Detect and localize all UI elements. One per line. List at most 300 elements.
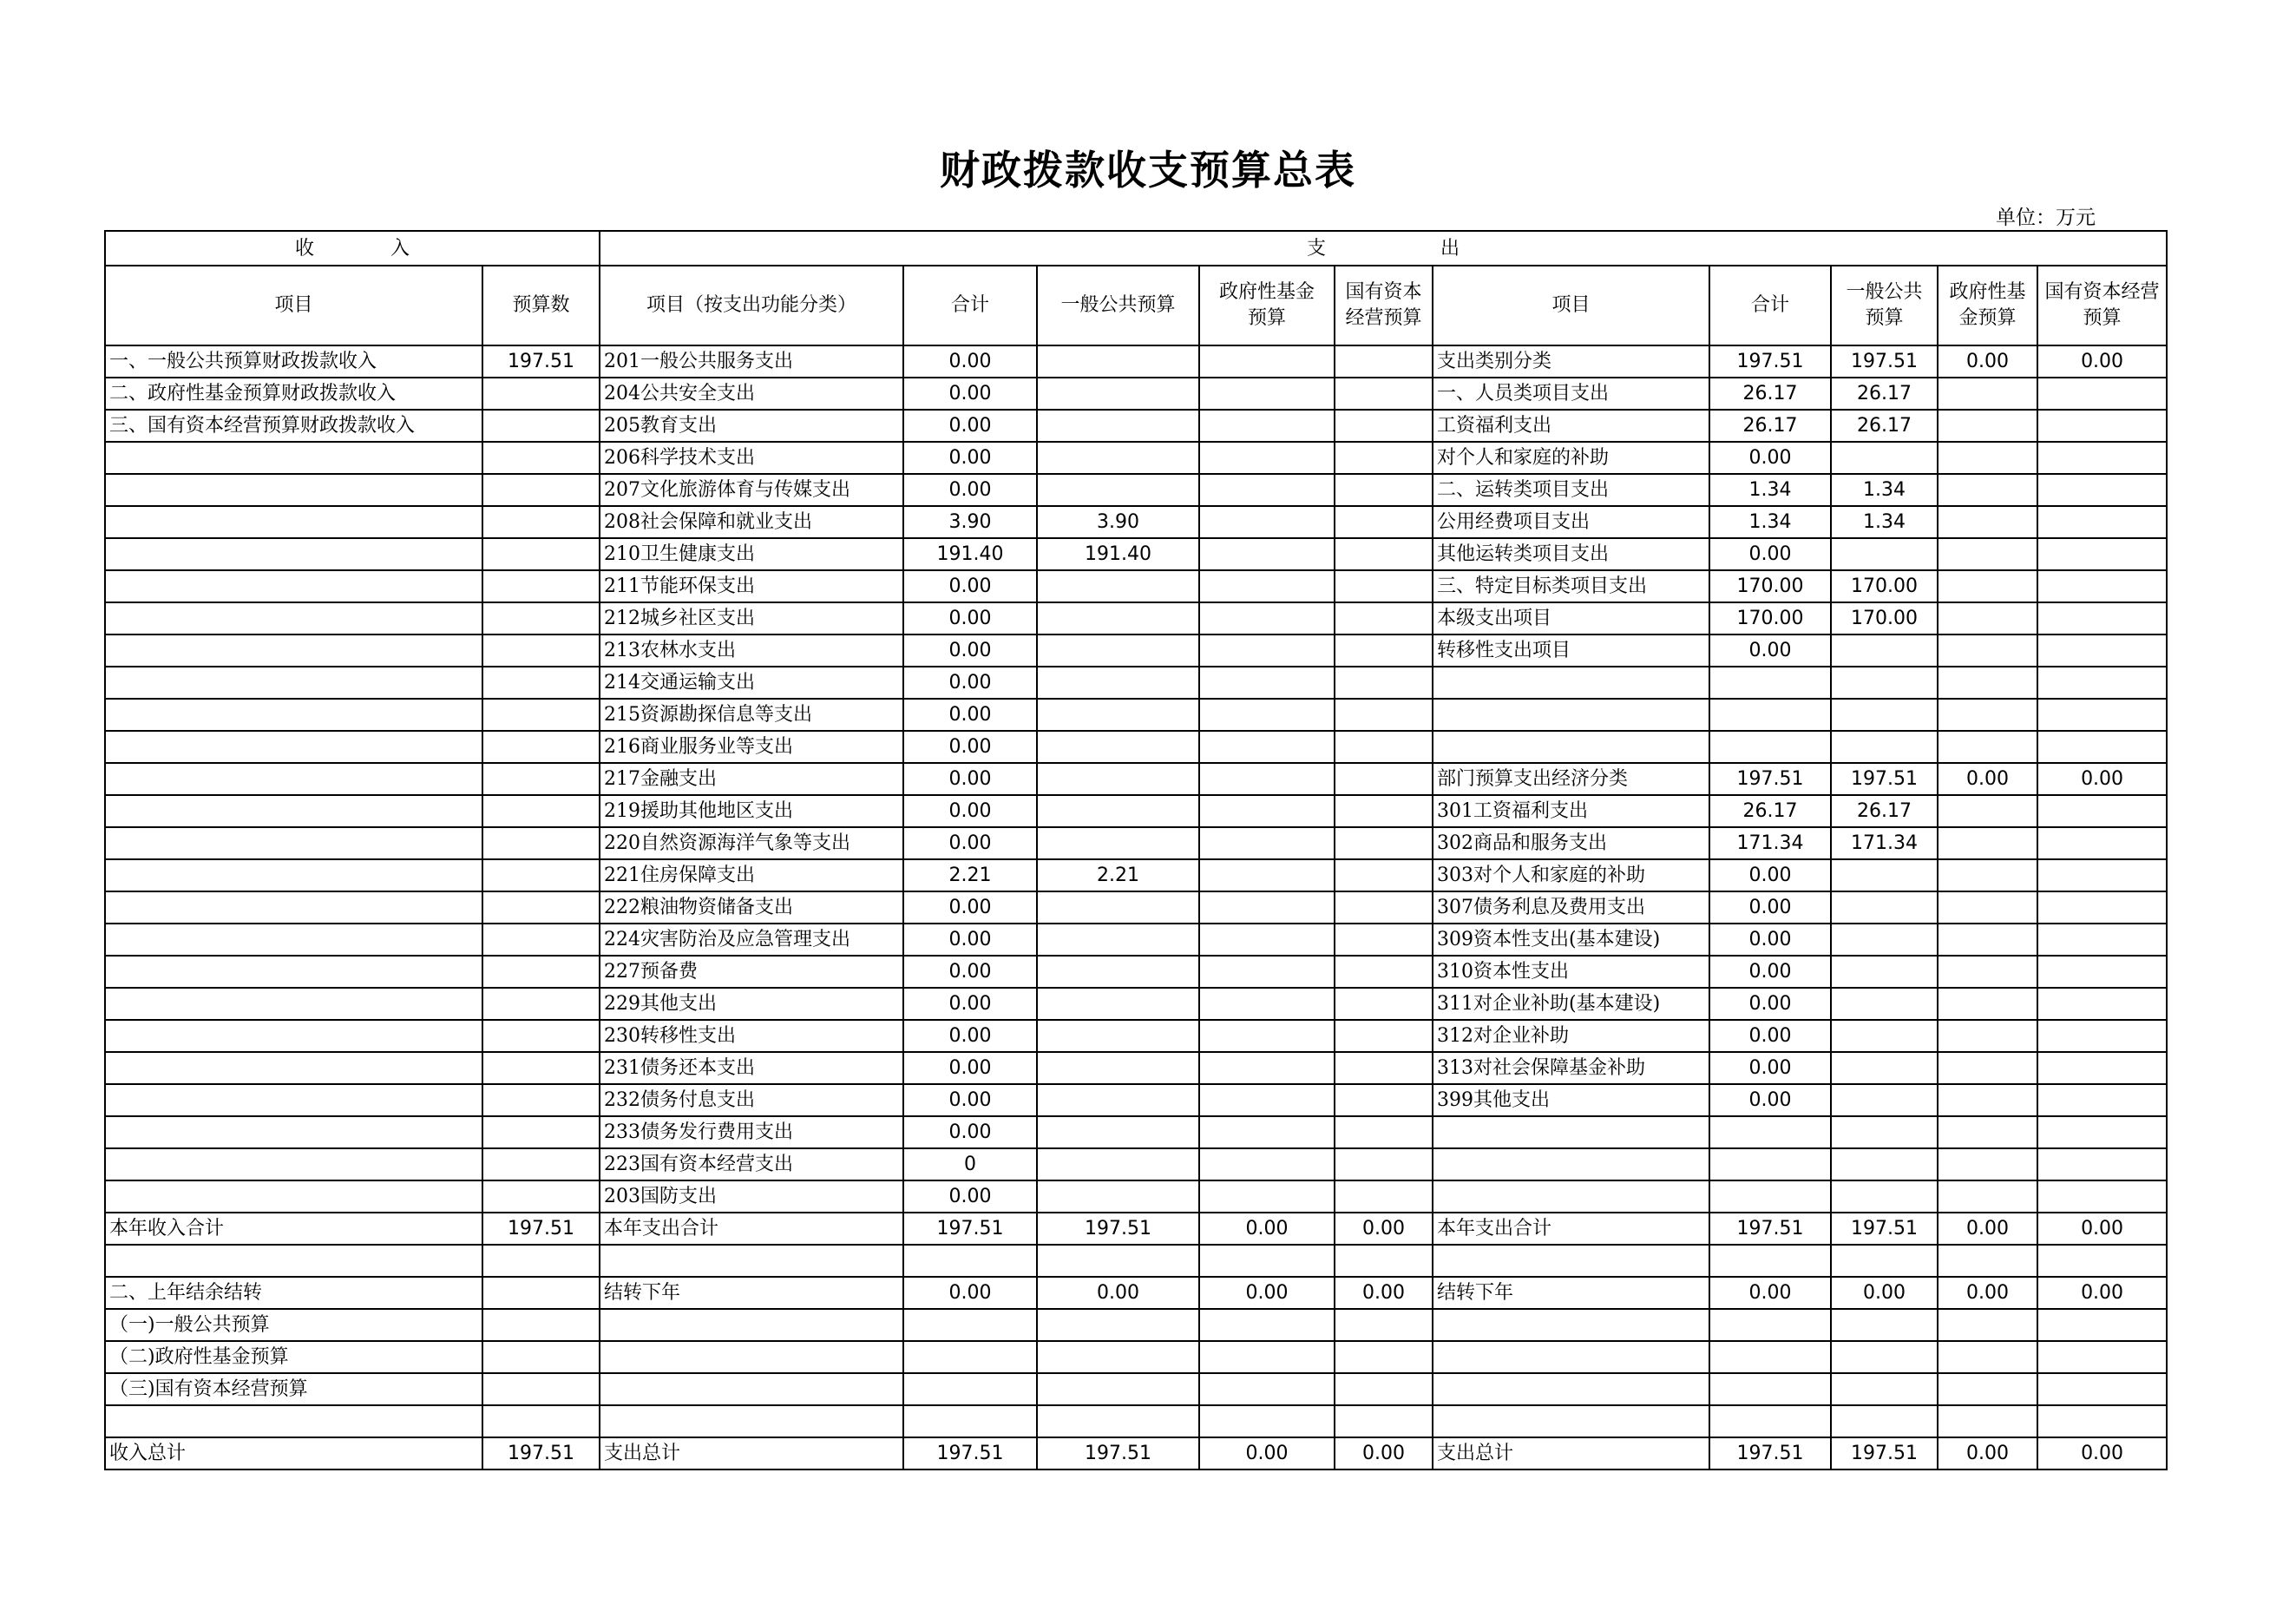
cell-func-item: 本年支出合计 [600, 1213, 903, 1245]
cell-func-item: 211节能环保支出 [600, 570, 903, 602]
cell-func-total: 0.00 [903, 795, 1037, 827]
cell-func-total: 0.00 [903, 1116, 1037, 1148]
cell-cat-fund [1938, 442, 2037, 474]
col-header-income-budget: 预算数 [482, 266, 600, 345]
col-header-func-general: 一般公共预算 [1037, 266, 1199, 345]
cell-cat-total: 0.00 [1709, 1052, 1831, 1084]
cell-cat-item [1433, 1180, 1709, 1213]
cell-cat-fund [1938, 506, 2037, 538]
cell-income-item [105, 442, 482, 474]
cell-cat-state [2037, 1245, 2167, 1277]
table-row [105, 1245, 2167, 1277]
cell-func-state [1335, 1052, 1433, 1084]
cell-cat-total [1709, 1341, 1831, 1373]
cell-income-budget [482, 1020, 600, 1052]
cell-cat-fund [1938, 891, 2037, 924]
cell-func-fund [1199, 570, 1335, 602]
cell-cat-general: 0.00 [1831, 1277, 1938, 1309]
cell-cat-item: 301工资福利支出 [1433, 795, 1709, 827]
cell-func-general [1037, 1405, 1199, 1437]
cell-func-state: 0.00 [1335, 1437, 1433, 1469]
cell-income-item [105, 538, 482, 570]
cell-func-total: 0.00 [903, 1020, 1037, 1052]
cell-cat-fund [1938, 1373, 2037, 1405]
cell-func-fund [1199, 378, 1335, 410]
cell-income-budget [482, 924, 600, 956]
cell-income-budget [482, 731, 600, 763]
cell-cat-general [1831, 1148, 1938, 1180]
cell-func-item: 结转下年 [600, 1277, 903, 1309]
cell-func-item: 232债务付息支出 [600, 1084, 903, 1116]
cell-cat-state [2037, 859, 2167, 891]
cell-cat-item: 工资福利支出 [1433, 410, 1709, 442]
cell-func-general [1037, 442, 1199, 474]
cell-func-state: 0.00 [1335, 1213, 1433, 1245]
cell-cat-item: 313对社会保障基金补助 [1433, 1052, 1709, 1084]
cell-income-budget [482, 1180, 600, 1213]
cell-cat-item: 本年支出合计 [1433, 1213, 1709, 1245]
table-row [105, 570, 2167, 602]
col-header-cat-fund: 政府性基金预算 [1938, 266, 2037, 345]
cell-income-item [105, 1405, 482, 1437]
cell-income-budget [482, 795, 600, 827]
cell-cat-state [2037, 1180, 2167, 1213]
cell-cat-state: 0.00 [2037, 1213, 2167, 1245]
cell-func-fund [1199, 1020, 1335, 1052]
cell-income-budget [482, 1309, 600, 1341]
table-row [105, 378, 2167, 410]
cell-cat-item: 一、人员类项目支出 [1433, 378, 1709, 410]
cell-func-general [1037, 763, 1199, 795]
cell-cat-fund [1938, 956, 2037, 988]
cell-income-budget [482, 763, 600, 795]
cell-cat-total: 0.00 [1709, 1020, 1831, 1052]
cell-income-budget: 197.51 [482, 1437, 600, 1469]
cell-func-item: 220自然资源海洋气象等支出 [600, 827, 903, 859]
cell-func-general [1037, 827, 1199, 859]
cell-func-state [1335, 1245, 1433, 1277]
cell-func-state [1335, 1405, 1433, 1437]
cell-income-budget [482, 1052, 600, 1084]
cell-func-fund [1199, 474, 1335, 506]
cell-cat-fund [1938, 1148, 2037, 1180]
cell-func-item [600, 1309, 903, 1341]
cell-func-general [1037, 474, 1199, 506]
cell-func-state [1335, 795, 1433, 827]
cell-func-total: 0.00 [903, 1084, 1037, 1116]
cell-cat-fund [1938, 1341, 2037, 1373]
cell-cat-item [1433, 1309, 1709, 1341]
cell-func-general [1037, 956, 1199, 988]
cell-cat-total [1709, 1373, 1831, 1405]
cell-income-budget [482, 506, 600, 538]
cell-cat-total: 0.00 [1709, 1084, 1831, 1116]
cell-cat-item [1433, 667, 1709, 699]
table-row [105, 795, 2167, 827]
cell-func-general: 197.51 [1037, 1213, 1199, 1245]
cell-cat-state [2037, 956, 2167, 988]
cell-cat-general [1831, 924, 1938, 956]
cell-cat-item [1433, 1148, 1709, 1180]
cell-func-fund [1199, 731, 1335, 763]
cell-func-total: 0.00 [903, 1180, 1037, 1213]
cell-cat-general [1831, 699, 1938, 731]
cell-func-total: 0.00 [903, 763, 1037, 795]
cell-func-total: 0.00 [903, 570, 1037, 602]
cell-func-total [903, 1245, 1037, 1277]
cell-cat-item: 二、运转类项目支出 [1433, 474, 1709, 506]
cell-cat-general [1831, 1405, 1938, 1437]
cell-income-item: （二)政府性基金预算 [105, 1341, 482, 1373]
cell-func-state [1335, 1341, 1433, 1373]
table-row [105, 1084, 2167, 1116]
cell-income-item [105, 1245, 482, 1277]
cell-cat-fund [1938, 699, 2037, 731]
cell-cat-total: 171.34 [1709, 827, 1831, 859]
cell-cat-general: 197.51 [1831, 1437, 1938, 1469]
cell-func-fund [1199, 1180, 1335, 1213]
cell-func-total: 0.00 [903, 345, 1037, 378]
cell-func-general [1037, 1084, 1199, 1116]
table-row [105, 763, 2167, 795]
cell-func-state [1335, 667, 1433, 699]
cell-cat-fund [1938, 667, 2037, 699]
cell-func-state [1335, 699, 1433, 731]
cell-func-item [600, 1341, 903, 1373]
cell-func-fund [1199, 1084, 1335, 1116]
cell-cat-general [1831, 1373, 1938, 1405]
cell-func-fund [1199, 924, 1335, 956]
income-section-header: 收 入 [105, 231, 600, 266]
cell-cat-item [1433, 1373, 1709, 1405]
cell-income-budget [482, 891, 600, 924]
cell-cat-state [2037, 891, 2167, 924]
cell-func-total: 0.00 [903, 1277, 1037, 1309]
page-title: 财政拨款收支预算总表 [940, 147, 1356, 194]
cell-func-general [1037, 891, 1199, 924]
cell-cat-general: 170.00 [1831, 602, 1938, 634]
cell-func-general: 191.40 [1037, 538, 1199, 570]
table-row [105, 1052, 2167, 1084]
cell-cat-total [1709, 699, 1831, 731]
cell-cat-item [1433, 699, 1709, 731]
cell-cat-total: 26.17 [1709, 795, 1831, 827]
cell-func-fund [1199, 345, 1335, 378]
cell-func-item [600, 1245, 903, 1277]
cell-func-total: 0.00 [903, 891, 1037, 924]
cell-income-budget: 197.51 [482, 1213, 600, 1245]
cell-func-item: 212城乡社区支出 [600, 602, 903, 634]
cell-income-item [105, 699, 482, 731]
cell-income-budget [482, 570, 600, 602]
cell-cat-total: 0.00 [1709, 891, 1831, 924]
cell-func-state [1335, 859, 1433, 891]
cell-func-fund: 0.00 [1199, 1277, 1335, 1309]
cell-cat-total [1709, 1245, 1831, 1277]
cell-cat-state [2037, 1148, 2167, 1180]
cell-func-general [1037, 924, 1199, 956]
cell-func-item: 214交通运输支出 [600, 667, 903, 699]
cell-cat-general: 26.17 [1831, 410, 1938, 442]
cell-func-total: 0 [903, 1148, 1037, 1180]
col-header-cat-total: 合计 [1709, 266, 1831, 345]
cell-func-total [903, 1341, 1037, 1373]
cell-func-total: 0.00 [903, 442, 1037, 474]
cell-cat-state [2037, 1052, 2167, 1084]
cell-func-state [1335, 891, 1433, 924]
cell-cat-item: 309资本性支出(基本建设) [1433, 924, 1709, 956]
table-row [105, 602, 2167, 634]
cell-income-item [105, 956, 482, 988]
cell-func-item: 203国防支出 [600, 1180, 903, 1213]
cell-cat-total: 0.00 [1709, 1277, 1831, 1309]
cell-cat-item: 311对企业补助(基本建设) [1433, 988, 1709, 1020]
cell-func-fund [1199, 827, 1335, 859]
cell-cat-fund [1938, 634, 2037, 667]
cell-func-item: 233债务发行费用支出 [600, 1116, 903, 1148]
cell-income-budget [482, 1341, 600, 1373]
cell-cat-state [2037, 1373, 2167, 1405]
col-header-cat-state: 国有资本经营预算 [2037, 266, 2167, 345]
cell-cat-item: 结转下年 [1433, 1277, 1709, 1309]
cell-func-total: 0.00 [903, 602, 1037, 634]
cell-func-state [1335, 956, 1433, 988]
cell-cat-state [2037, 1084, 2167, 1116]
table-row [105, 699, 2167, 731]
cell-func-item: 219援助其他地区支出 [600, 795, 903, 827]
cell-func-fund [1199, 795, 1335, 827]
cell-func-fund [1199, 699, 1335, 731]
cell-func-item: 207文化旅游体育与传媒支出 [600, 474, 903, 506]
cell-func-fund [1199, 538, 1335, 570]
cell-func-total: 0.00 [903, 988, 1037, 1020]
cell-func-state [1335, 731, 1433, 763]
cell-func-total: 0.00 [903, 924, 1037, 956]
cell-cat-fund: 0.00 [1938, 763, 2037, 795]
cell-cat-state [2037, 1020, 2167, 1052]
cell-cat-total: 170.00 [1709, 570, 1831, 602]
cell-func-total: 0.00 [903, 956, 1037, 988]
cell-cat-general [1831, 956, 1938, 988]
cell-func-state [1335, 924, 1433, 956]
cell-cat-state [2037, 699, 2167, 731]
cell-func-item: 215资源勘探信息等支出 [600, 699, 903, 731]
cell-cat-state [2037, 378, 2167, 410]
cell-func-item: 213农林水支出 [600, 634, 903, 667]
cell-func-general [1037, 1245, 1199, 1277]
cell-cat-fund [1938, 731, 2037, 763]
cell-func-state [1335, 1020, 1433, 1052]
cell-cat-general: 1.34 [1831, 506, 1938, 538]
cell-cat-item: 其他运转类项目支出 [1433, 538, 1709, 570]
cell-income-budget [482, 634, 600, 667]
cell-func-fund [1199, 602, 1335, 634]
cell-func-fund [1199, 988, 1335, 1020]
cell-cat-item: 对个人和家庭的补助 [1433, 442, 1709, 474]
table-row [105, 1373, 2167, 1405]
cell-cat-fund: 0.00 [1938, 1277, 2037, 1309]
cell-income-item [105, 763, 482, 795]
cell-cat-state [2037, 634, 2167, 667]
cell-income-item [105, 988, 482, 1020]
cell-income-budget [482, 442, 600, 474]
cell-func-general: 2.21 [1037, 859, 1199, 891]
cell-cat-general [1831, 634, 1938, 667]
cell-func-state [1335, 538, 1433, 570]
cell-func-fund [1199, 1116, 1335, 1148]
cell-income-budget [482, 988, 600, 1020]
cell-cat-total: 26.17 [1709, 378, 1831, 410]
col-header-func-state: 国有资本经营预算 [1335, 266, 1433, 345]
cell-cat-state [2037, 570, 2167, 602]
cell-income-budget [482, 667, 600, 699]
cell-cat-total: 197.51 [1709, 1213, 1831, 1245]
cell-func-fund [1199, 1373, 1335, 1405]
cell-income-item [105, 1148, 482, 1180]
table-row [105, 410, 2167, 442]
cell-func-state [1335, 345, 1433, 378]
cell-cat-total: 0.00 [1709, 924, 1831, 956]
cell-func-general [1037, 345, 1199, 378]
cell-func-general [1037, 1373, 1199, 1405]
cell-func-item: 231债务还本支出 [600, 1052, 903, 1084]
cell-func-general [1037, 1116, 1199, 1148]
cell-cat-fund [1938, 538, 2037, 570]
cell-cat-total: 0.00 [1709, 442, 1831, 474]
cell-cat-total: 1.34 [1709, 474, 1831, 506]
cell-income-item [105, 1052, 482, 1084]
cell-func-general [1037, 988, 1199, 1020]
cell-cat-total: 26.17 [1709, 410, 1831, 442]
table-row [105, 1148, 2167, 1180]
cell-func-state [1335, 570, 1433, 602]
cell-cat-state [2037, 827, 2167, 859]
cell-income-item: （一)一般公共预算 [105, 1309, 482, 1341]
cell-cat-item [1433, 1405, 1709, 1437]
cell-income-budget [482, 538, 600, 570]
cell-income-item: 二、上年结余结转 [105, 1277, 482, 1309]
col-header-func-total: 合计 [903, 266, 1037, 345]
cell-func-general [1037, 1341, 1199, 1373]
cell-cat-general [1831, 1180, 1938, 1213]
cell-cat-fund [1938, 1180, 2037, 1213]
cell-cat-total: 0.00 [1709, 956, 1831, 988]
table-row [105, 1116, 2167, 1148]
cell-income-budget [482, 1277, 600, 1309]
cell-cat-fund [1938, 1116, 2037, 1148]
cell-func-state [1335, 1116, 1433, 1148]
cell-func-total: 0.00 [903, 378, 1037, 410]
cell-cat-fund [1938, 1020, 2037, 1052]
cell-func-item: 208社会保障和就业支出 [600, 506, 903, 538]
cell-func-total: 0.00 [903, 474, 1037, 506]
cell-func-general [1037, 1180, 1199, 1213]
cell-cat-fund [1938, 1405, 2037, 1437]
cell-func-item: 221住房保障支出 [600, 859, 903, 891]
cell-func-general [1037, 1020, 1199, 1052]
cell-income-item [105, 667, 482, 699]
cell-cat-fund [1938, 410, 2037, 442]
cell-func-total [903, 1373, 1037, 1405]
cell-func-general [1037, 570, 1199, 602]
cell-cat-general: 171.34 [1831, 827, 1938, 859]
cell-cat-state [2037, 1341, 2167, 1373]
cell-income-item [105, 1020, 482, 1052]
cell-func-general [1037, 667, 1199, 699]
cell-cat-total: 0.00 [1709, 859, 1831, 891]
table-row [105, 988, 2167, 1020]
cell-cat-general [1831, 1020, 1938, 1052]
cell-cat-item: 支出总计 [1433, 1437, 1709, 1469]
cell-cat-item [1433, 1245, 1709, 1277]
cell-func-fund [1199, 956, 1335, 988]
col-header-cat-item: 项目 [1433, 266, 1709, 345]
cell-func-general [1037, 699, 1199, 731]
cell-income-budget: 197.51 [482, 345, 600, 378]
cell-func-fund [1199, 634, 1335, 667]
cell-func-general [1037, 1309, 1199, 1341]
cell-income-item [105, 1084, 482, 1116]
table-row [105, 345, 2167, 378]
cell-income-item: 一、一般公共预算财政拨款收入 [105, 345, 482, 378]
cell-income-budget [482, 1245, 600, 1277]
cell-cat-state [2037, 602, 2167, 634]
col-header-cat-general: 一般公共预算 [1831, 266, 1938, 345]
cell-cat-general [1831, 1052, 1938, 1084]
cell-cat-state [2037, 538, 2167, 570]
cell-cat-general: 197.51 [1831, 345, 1938, 378]
cell-cat-item: 307债务利息及费用支出 [1433, 891, 1709, 924]
cell-cat-item: 本级支出项目 [1433, 602, 1709, 634]
cell-income-item [105, 859, 482, 891]
cell-func-item: 支出总计 [600, 1437, 903, 1469]
cell-func-item [600, 1405, 903, 1437]
table-row [105, 1180, 2167, 1213]
cell-func-state [1335, 474, 1433, 506]
cell-income-budget [482, 1116, 600, 1148]
cell-cat-item: 三、特定目标类项目支出 [1433, 570, 1709, 602]
cell-func-general [1037, 1052, 1199, 1084]
cell-func-general [1037, 1148, 1199, 1180]
cell-func-general [1037, 410, 1199, 442]
cell-cat-state [2037, 1309, 2167, 1341]
cell-func-state [1335, 1373, 1433, 1405]
cell-cat-total [1709, 1405, 1831, 1437]
cell-cat-general: 26.17 [1831, 378, 1938, 410]
cell-cat-general [1831, 538, 1938, 570]
table-row [105, 442, 2167, 474]
cell-cat-general [1831, 1116, 1938, 1148]
cell-func-state [1335, 763, 1433, 795]
cell-cat-total: 0.00 [1709, 634, 1831, 667]
cell-func-item: 230转移性支出 [600, 1020, 903, 1052]
cell-cat-item: 399其他支出 [1433, 1084, 1709, 1116]
cell-cat-total [1709, 1309, 1831, 1341]
cell-func-item: 204公共安全支出 [600, 378, 903, 410]
cell-func-state [1335, 1309, 1433, 1341]
cell-func-state [1335, 410, 1433, 442]
cell-cat-fund [1938, 570, 2037, 602]
cell-cat-state [2037, 731, 2167, 763]
cell-cat-total: 170.00 [1709, 602, 1831, 634]
budget-table [104, 230, 2168, 1470]
cell-func-total: 3.90 [903, 506, 1037, 538]
cell-func-item: 206科学技术支出 [600, 442, 903, 474]
cell-cat-state: 0.00 [2037, 345, 2167, 378]
cell-func-item: 223国有资本经营支出 [600, 1148, 903, 1180]
cell-cat-item: 部门预算支出经济分类 [1433, 763, 1709, 795]
cell-cat-state [2037, 474, 2167, 506]
